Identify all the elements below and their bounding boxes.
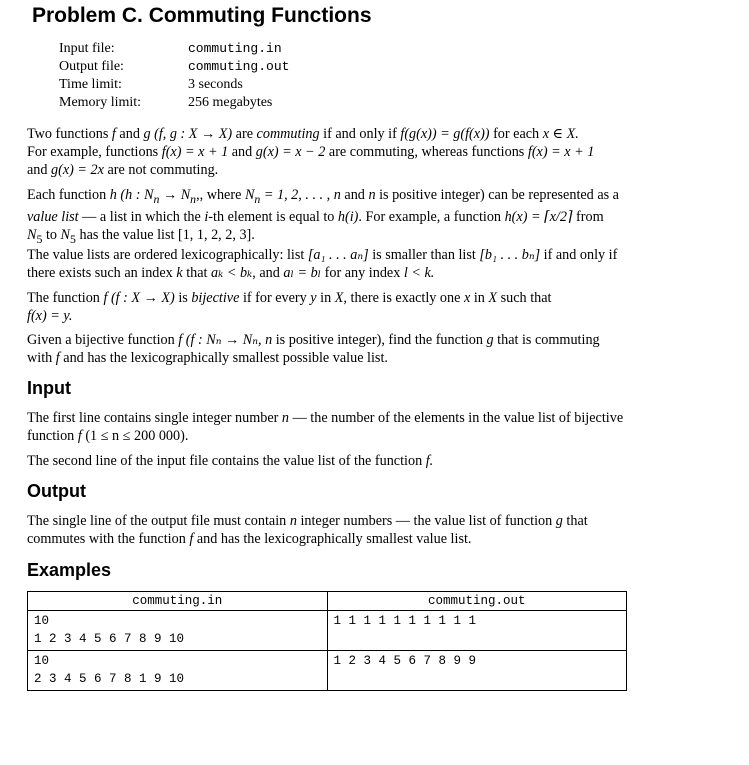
input-file-header: commuting.in [28,592,328,611]
limit-key: Output file: [59,59,124,74]
problem-title: Problem C. Commuting Functions [32,4,372,27]
limit-row [59,94,289,112]
example-row [28,651,627,691]
example-input: 10 1 2 3 4 5 6 7 8 9 10 [28,611,328,651]
limit-key: Input file: [59,41,115,56]
limits-table [59,40,289,112]
limit-value: 256 megabytes [188,95,273,110]
examples-table [27,591,627,691]
limit-key: Memory limit: [59,95,142,110]
example-output: 1 2 3 4 5 6 7 8 9 9 [327,651,627,691]
input-heading: Input [27,378,71,398]
examples-header-row [28,592,627,611]
output-heading: Output [27,481,86,501]
input-paragraph-1: The first line contains single integer number n — the number of the elements in the value list of bijective function f (1 ≤ n ≤ 200 000). [27,410,624,444]
example-row [28,611,627,651]
limit-row [59,40,289,58]
example-output: 1 1 1 1 1 1 1 1 1 1 [327,611,627,651]
limit-value: 3 seconds [188,77,243,92]
limit-value: commuting.out [188,59,290,74]
statement-paragraph-3: The value lists are ordered lexicographically: list [a₁ . . . aₙ] is smaller than list [b₁ . . . bₙ] if and only if there exists such an index k that aₖ < bₖ, and aₗ = bₗ for any index l < k. [27,247,618,281]
statement-paragraph-1: Two functions f and g (f, g : X → X) are commuting if and only if f(g(x)) = g(f(x)) for each x ∈ X. For example, functions f(x) = x + 1 and g(x) = x − 2 are commuting, whereas functions f(x) = x + 1 and g(x) = 2x are not commuting. [27,126,595,178]
limit-row [59,58,289,76]
output-file-header: commuting.out [327,592,627,611]
limit-row [59,76,289,94]
statement-paragraph-5: Given a bijective function f (f : Nₙ → Nₙ, n is positive integer), find the function g that is commuting with f and has the lexicographically smallest possible value list. [27,332,600,366]
example-input: 10 2 3 4 5 6 7 8 1 9 10 [28,651,328,691]
output-paragraph: The single line of the output file must contain n integer numbers — the value list of function g that commutes with the function f and has the lexicographically smallest value list. [27,513,588,547]
examples-heading: Examples [27,560,112,580]
input-paragraph-2: The second line of the input file contains the value list of the function f. [27,453,434,469]
statement-paragraph-2: Each function h (h : $N_n \to N_n$,, where $N_n = 1$, 2, . . . , n and n is positive integer) can be represented as a value list — a list in which the i-th element is equal to h(i). For example, a function h(x) = ⌈x/2⌉ from $N_5$ to $N_5$ has the value list [1, 1, 2, 2, 3]. [27,187,619,246]
limit-value: commuting.in [188,41,282,56]
limit-key: Time limit: [59,77,122,92]
statement-paragraph-4: The function f (f : X → X) is bijective if for every y in X, there is exactly one x in X such that f(x) = y. [27,290,552,324]
